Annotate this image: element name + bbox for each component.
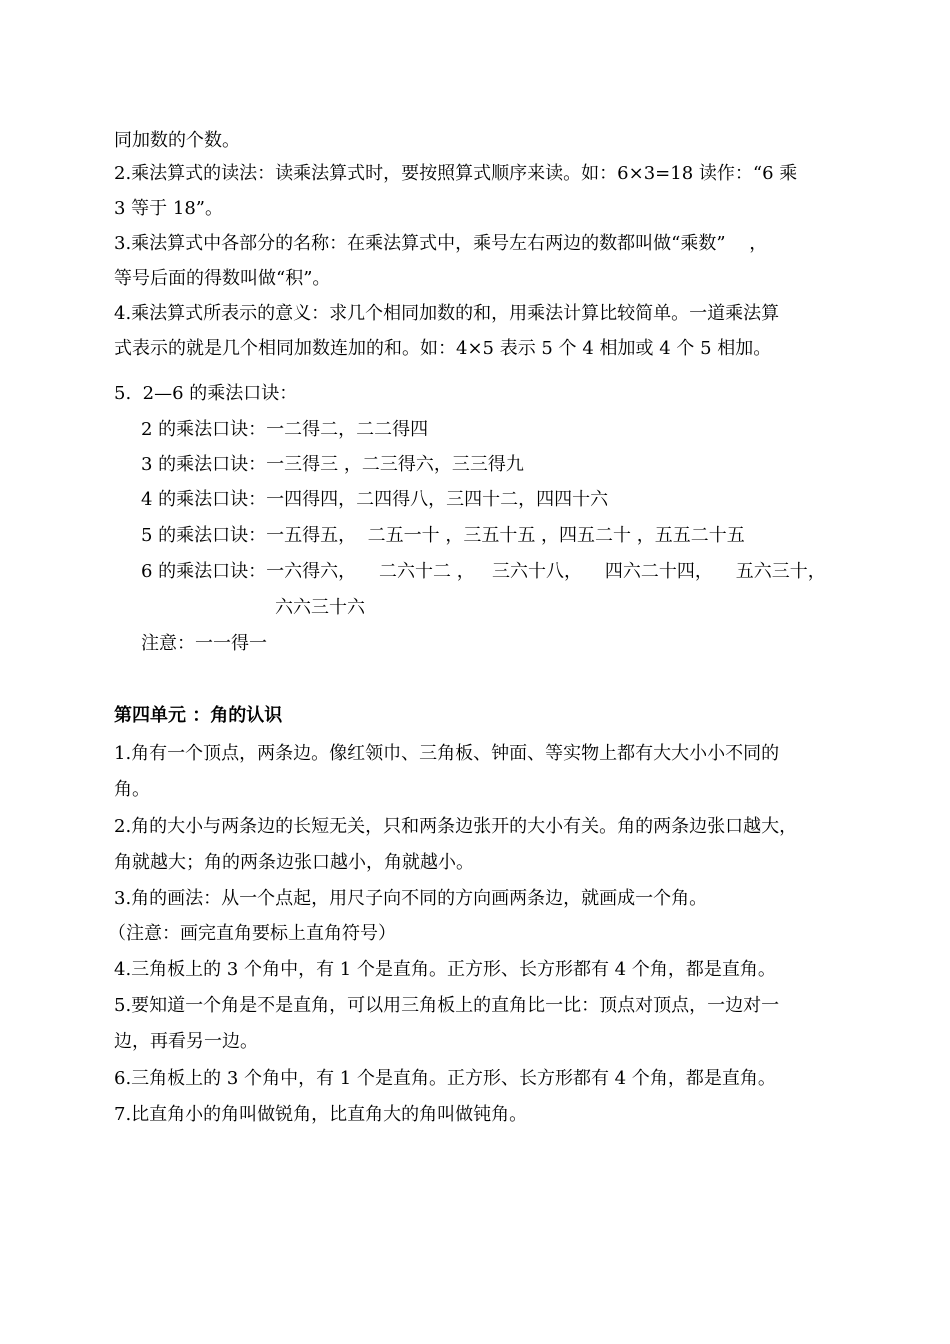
rhyme-5: 5 的乘法口诀：一五得五， 二五一十 ，三五十五 ，四五二十 ，五五二十五 <box>141 525 745 546</box>
paragraph-1-continuation: 同加数的个数。 <box>114 130 240 151</box>
angle-point-5-line-1: 5.要知道一个角是不是直角，可以用三角板上的直角比一比：顶点对顶点，一边对一 <box>114 995 780 1016</box>
section-heading: 第四单元 ：角的认识 <box>114 705 283 726</box>
paragraph-2-line-1: 2.乘法算式的读法：读乘法算式时，要按照算式顺序来读。如：6×3=18 读作：“6 乘 <box>114 163 798 184</box>
paragraph-2-line-2: 3 等于 18”。 <box>114 198 224 219</box>
paragraph-4-line-1: 4.乘法算式所表示的意义：求几个相同加数的和，用乘法计算比较简单。一道乘法算 <box>114 303 780 324</box>
angle-point-5-line-2: 边，再看另一边。 <box>114 1031 258 1052</box>
paragraph-4-line-2: 式表示的就是几个相同加数连加的和。如：4×5 表示 5 个 4 相加或 4 个 5 相加。 <box>114 338 772 359</box>
rhyme-6-line-2: 六六三十六 <box>275 597 365 618</box>
note: 注意：一一得一 <box>141 633 267 654</box>
angle-point-3-note: （注意：画完直角要标上直角符号） <box>108 923 396 944</box>
rhyme-4: 4 的乘法口诀：一四得四，二四得八，三四十二，四四十六 <box>141 489 609 510</box>
rhyme-6-line-1: 6 的乘法口诀：一六得六， 二六十二 ， 三六十八， 四六二十四， 五六三十， <box>141 561 826 582</box>
rhyme-2: 2 的乘法口诀：一二得二，二二得四 <box>141 419 429 440</box>
angle-point-2-line-1: 2.角的大小与两条边的长短无关，只和两条边张开的大小有关。角的两条边张口越大， <box>114 816 798 837</box>
angle-point-4: 4.三角板上的 3 个角中，有 1 个是直角。正方形、长方形都有 4 个角，都是直角。 <box>114 959 776 980</box>
paragraph-3-line-2: 等号后面的得数叫做“积”。 <box>114 268 331 289</box>
angle-point-1-line-1: 1.角有一个顶点，两条边。像红领巾、三角板、钟面、等实物上都有大大小小不同的 <box>114 743 780 764</box>
angle-point-1-line-2: 角。 <box>114 779 150 800</box>
angle-point-2-line-2: 角就越大；角的两条边张口越小，角就越小。 <box>114 852 474 873</box>
paragraph-3-line-1: 3.乘法算式中各部分的名称：在乘法算式中，乘号左右两边的数都叫做“乘数” ， <box>114 233 768 254</box>
paragraph-5-title: 5. 2—6 的乘法口诀： <box>114 383 298 404</box>
angle-point-7: 7.比直角小的角叫做锐角，比直角大的角叫做钝角。 <box>114 1104 528 1125</box>
angle-point-6: 6.三角板上的 3 个角中，有 1 个是直角。正方形、长方形都有 4 个角，都是直角。 <box>114 1068 776 1089</box>
rhyme-3: 3 的乘法口诀：一三得三 ，二三得六，三三得九 <box>141 454 524 475</box>
angle-point-3: 3.角的画法：从一个点起，用尺子向不同的方向画两条边，就画成一个角。 <box>114 888 708 909</box>
